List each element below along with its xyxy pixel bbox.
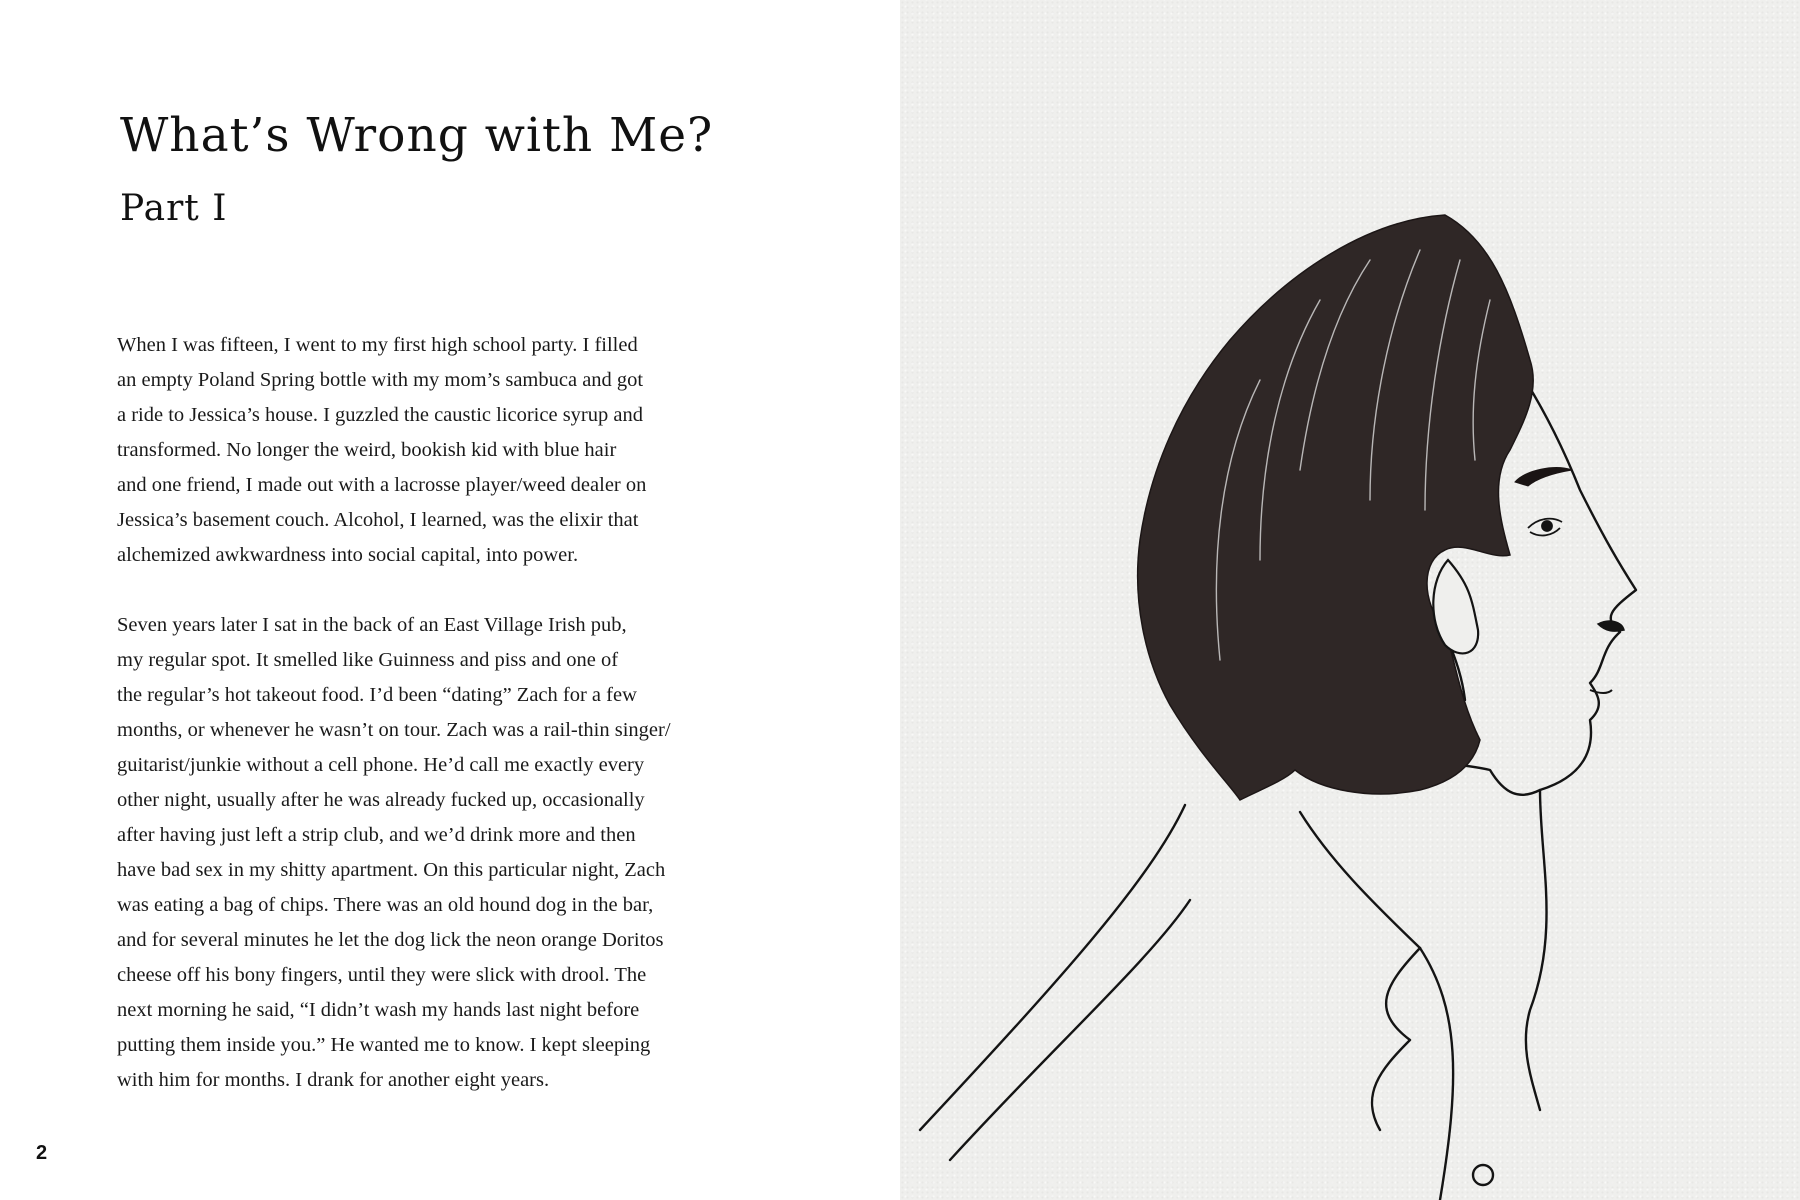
shirt-button-icon [1473, 1165, 1493, 1185]
page-title: What’s Wrong with Me? [120, 108, 714, 163]
text-line: months, or whenever he wasn’t on tour. Zach was a rail-thin singer/ [117, 719, 671, 741]
page-subtitle: Part I [120, 188, 228, 229]
eyebrow-shape [1515, 468, 1572, 486]
text-line: have bad sex in my shitty apartment. On this particular night, Zach [117, 859, 666, 881]
collar-left-line [920, 805, 1185, 1130]
shirt-placket-line [1420, 948, 1453, 1200]
text-line: with him for months. I drank for another eight years. [117, 1069, 550, 1091]
text-line: cheese off his bony fingers, until they were slick with drool. The [117, 964, 647, 986]
mouth-line [1590, 690, 1612, 693]
shirt-back-line [950, 900, 1190, 1160]
hair-shape [1138, 215, 1534, 800]
text-line: When I was fifteen, I went to my first high school party. I filled [117, 334, 638, 356]
text-line: next morning he said, “I didn’t wash my hands last night before [117, 999, 640, 1021]
neck-line [1526, 790, 1547, 1110]
nostril-shape [1598, 621, 1624, 631]
text-line: and one friend, I made out with a lacrosse player/weed dealer on [117, 474, 647, 496]
text-line: guitarist/junkie without a cell phone. He’d call me exactly every [117, 754, 645, 776]
text-line: my regular spot. It smelled like Guinness and piss and one of [117, 649, 619, 671]
text-line: other night, usually after he was already fucked up, occasionally [117, 789, 645, 811]
right-page [900, 0, 1800, 1200]
text-line: after having just left a strip club, and we’d drink more and then [117, 824, 636, 846]
eye-icon [1528, 519, 1562, 536]
text-line: transformed. No longer the weird, bookish kid with blue hair [117, 439, 617, 461]
text-line: Seven years later I sat in the back of an East Village Irish pub, [117, 614, 627, 636]
collar-right-line [1300, 812, 1420, 948]
page-number: 2 [36, 1142, 48, 1164]
text-line: and for several minutes he let the dog lick the neon orange Doritos [117, 929, 664, 951]
text-line: Jessica’s basement couch. Alcohol, I learned, was the elixir that [117, 509, 639, 531]
text-line: an empty Poland Spring bottle with my mom’s sambuca and got [117, 369, 644, 391]
paragraph-2 [117, 608, 767, 1098]
text-line: alchemized awkwardness into social capital, into power. [117, 544, 579, 566]
text-line: a ride to Jessica’s house. I guzzled the caustic licorice syrup and [117, 404, 643, 426]
collar-edge-line [1372, 948, 1420, 1130]
text-line: was eating a bag of chips. There was an old hound dog in the bar, [117, 894, 654, 916]
paragraph-1 [117, 328, 767, 573]
text-line: the regular’s hot takeout food. I’d been “dating” Zach for a few [117, 684, 637, 706]
text-line: putting them inside you.” He wanted me to know. I kept sleeping [117, 1034, 651, 1056]
portrait-illustration [900, 0, 1800, 1200]
body-text [117, 328, 767, 1133]
